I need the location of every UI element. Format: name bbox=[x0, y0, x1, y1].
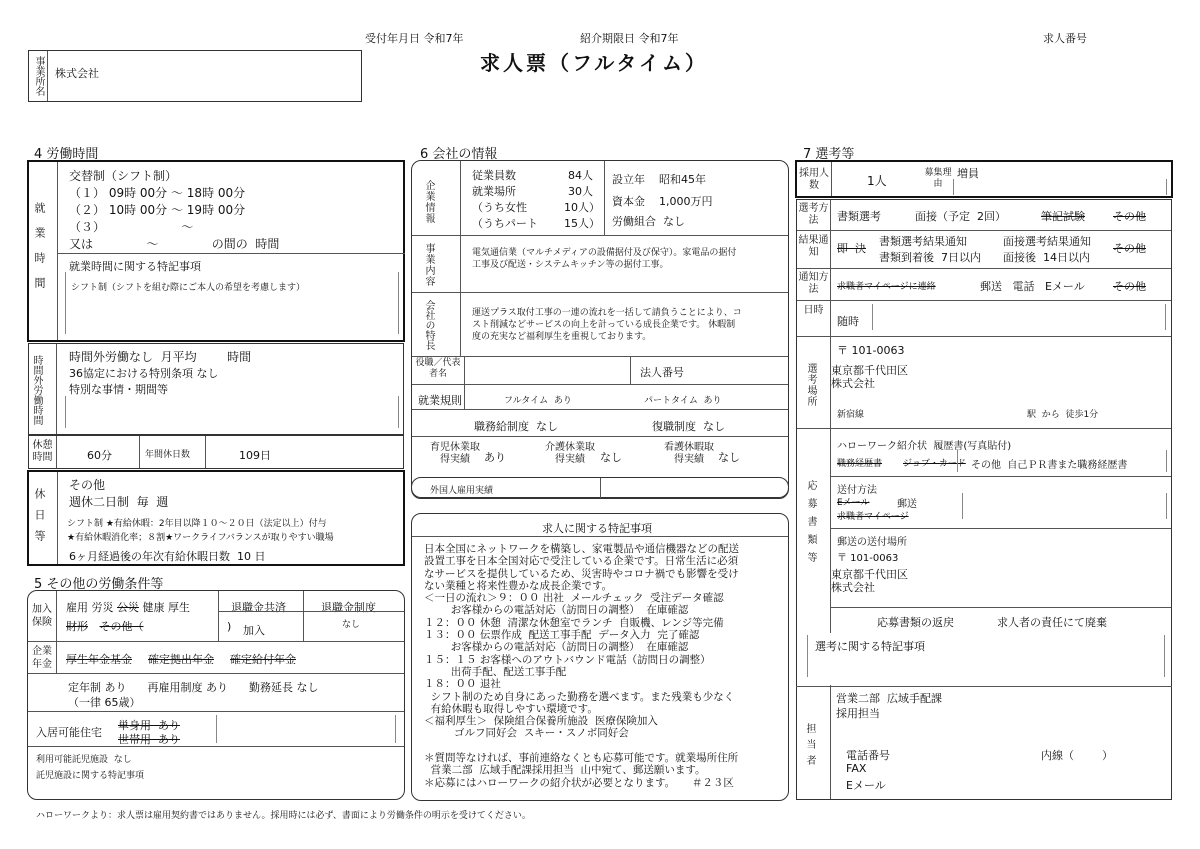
result-other: その他 bbox=[1113, 242, 1146, 255]
break-label: 休憩時間 bbox=[32, 440, 53, 463]
selection-special-box bbox=[797, 633, 1171, 685]
send-email: Eメール bbox=[837, 498, 870, 508]
docs-other: その他 自己ＰＲ書また職務経歴書 bbox=[971, 460, 1128, 471]
pension-fund: 厚生年金基金 bbox=[66, 653, 132, 666]
nursing-leave-label: 介護休業取得実績 bbox=[545, 442, 595, 465]
overtime-box bbox=[28, 343, 404, 435]
result-interview-days: 面接後 14日以内 bbox=[1003, 251, 1090, 264]
female-value: 10人） bbox=[564, 201, 600, 214]
reinstatement-system: 復職制度 なし bbox=[652, 420, 725, 433]
referral-deadline: 紹介期限日 令和7年 bbox=[580, 32, 679, 45]
other-conditions-box bbox=[27, 590, 405, 800]
corporate-number-label: 法人番号 bbox=[640, 366, 684, 379]
place-company: 株式会社 bbox=[831, 377, 875, 390]
office-name-label: 事業所名 bbox=[33, 56, 44, 96]
retirement-system-label: 退職金制度 bbox=[321, 601, 376, 614]
job-special-notes-box bbox=[411, 513, 789, 801]
labor-union: 労働組合 なし bbox=[612, 215, 685, 228]
business-content: 電気通信業（マルチメディアの設備据付及び保守）。家電品の据付 工事及び配送・システムキッチン等の据付工事。 bbox=[472, 248, 737, 270]
mail-address: 東京都千代田区 bbox=[831, 568, 908, 581]
selection-place-label: 選考場所 bbox=[805, 363, 816, 407]
annual-holidays-value: 109日 bbox=[239, 449, 271, 462]
application-docs-label: 応募書類等 bbox=[805, 480, 816, 570]
representative-label: 役職／代表者名 bbox=[415, 358, 461, 379]
footer-note: ハローワークより：求人票は雇用契約書ではありません。採用時には必ず、書面により労働条件の明示を受けてください。 bbox=[36, 811, 531, 821]
docs-jobcard: ジョブ・カード bbox=[903, 459, 966, 469]
send-method-title: 送付方法 bbox=[837, 485, 877, 496]
job-pay-system: 職務給制度 なし bbox=[474, 420, 558, 433]
recruit-reason-value: 増員 bbox=[957, 167, 979, 180]
contact-extension: 内線（ ） bbox=[1041, 749, 1113, 762]
hours-special-text: シフト制（シフトを組む際にご本人の希望を考慮します） bbox=[71, 283, 306, 293]
housing-family: 世帯用 あり bbox=[118, 733, 180, 746]
shift-title: 交替制（シフト制） bbox=[69, 169, 178, 183]
zaikei-insurance: 財形 bbox=[66, 620, 88, 633]
overtime-label: 時間外労働時間 bbox=[31, 355, 42, 425]
company-features: 運送プラス取付工事の一連の流れを一括して請負うことにより、コ スト削減などサービスの向上を計っている成長企業です。 休暇制 度の充実など福利厚生を重視しております。 bbox=[472, 308, 742, 342]
public-accident-insurance: 公災 bbox=[117, 601, 139, 614]
job-special-title: 求人に関する特記事項 bbox=[542, 522, 652, 535]
section-5-title: 5 その他の労働条件等 bbox=[34, 577, 164, 592]
employees-value: 84人 bbox=[568, 169, 593, 182]
overtime-3: 特別な事情・期間等 bbox=[69, 383, 168, 396]
employees-label: 従業員数 bbox=[472, 169, 516, 182]
result-interview-notify: 面接選考結果通知 bbox=[1003, 235, 1091, 248]
mail-postal: 〒 101-0063 bbox=[837, 553, 899, 564]
method-documents: 書類選考 bbox=[837, 210, 881, 223]
features-label: 会社の特長 bbox=[423, 300, 434, 350]
working-hours-label: 就業時間 bbox=[33, 202, 46, 302]
working-hours-box bbox=[27, 160, 405, 342]
contact-role: 採用担当 bbox=[836, 707, 880, 720]
contact-phone-label: 電話番号 bbox=[846, 749, 890, 762]
other-insurance: その他（ bbox=[99, 620, 144, 633]
holidays-box bbox=[27, 470, 405, 566]
place-postal: 〒 101-0063 bbox=[837, 344, 905, 357]
workplace-value: 30人 bbox=[568, 185, 593, 198]
holiday-weekly: 週休二日制 毎 週 bbox=[69, 495, 169, 509]
part-label: （うちパート bbox=[472, 217, 538, 230]
selection-method-label: 選考方法 bbox=[798, 203, 829, 226]
contact-box bbox=[796, 687, 1172, 799]
holiday-note-2: ★有給休暇消化率；８割★ワークライフバランスが取りやすい職場 bbox=[67, 533, 334, 543]
retirement-system-value: なし bbox=[342, 620, 361, 630]
notify-method-label: 通知方法 bbox=[798, 272, 829, 295]
housing-single: 単身用 あり bbox=[118, 719, 180, 732]
enterprise-info-label: 企業情報 bbox=[423, 180, 434, 224]
selection-special-title: 選考に関する特記事項 bbox=[815, 640, 925, 653]
date-label: 日時 bbox=[803, 305, 824, 316]
method-other: その他 bbox=[1113, 210, 1146, 223]
annual-holidays-label: 年間休日数 bbox=[145, 450, 191, 460]
result-notify-label: 結果通知 bbox=[798, 235, 829, 258]
care-leave-label: 看護休暇取得実績 bbox=[664, 442, 714, 465]
notify-methods: 郵送 電話 Eメール bbox=[980, 280, 1085, 293]
overtime-1: 時間外労働なし 月平均 時間 bbox=[69, 350, 252, 364]
pension-label: 企業年金 bbox=[32, 646, 52, 670]
date-value: 随時 bbox=[837, 315, 859, 328]
shift-2: （２） 10時 00分 〜 19時 00分 bbox=[69, 203, 246, 217]
send-mail: 郵送 bbox=[897, 499, 917, 510]
place-line: 新宿線 bbox=[837, 410, 865, 420]
company-info-box bbox=[411, 160, 789, 498]
insurance-other: 財形 その他（ ) bbox=[66, 620, 232, 633]
notify-other: その他 bbox=[1113, 280, 1146, 293]
childcare-leave-value: あり bbox=[484, 451, 506, 464]
paid-leave-days: 6ヶ月経過後の年次有給休暇日数 10 日 bbox=[69, 550, 266, 563]
work-rules-label: 就業規則 bbox=[418, 394, 462, 407]
hire-count-box bbox=[795, 160, 1173, 198]
defined-benefit: 確定給付年金 bbox=[230, 653, 296, 666]
method-interview: 面接（予定 2回） bbox=[915, 210, 1006, 223]
work-rules-fulltime: フルタイム あり bbox=[504, 396, 572, 406]
contact-email-label: Eメール bbox=[846, 779, 886, 792]
break-value: 60分 bbox=[87, 449, 112, 462]
office-name: 株式会社 bbox=[55, 67, 99, 80]
contact-dept: 営業二部 広域手配課 bbox=[836, 692, 942, 705]
shift-3: （３） 〜 bbox=[69, 220, 194, 234]
place-address: 東京都千代田区 bbox=[831, 364, 908, 377]
childcare-facility: 利用可能託児施設 なし bbox=[36, 755, 132, 765]
hire-count-value: 1人 bbox=[867, 174, 887, 188]
retirement-mutual-value: 加入 bbox=[243, 624, 265, 637]
result-immediate: 即 決 bbox=[837, 242, 866, 255]
overtime-2: 36協定における特別条項 なし bbox=[69, 367, 219, 380]
capital: 資本金 1,000万円 bbox=[612, 195, 713, 208]
result-doc-notify: 書類選考結果通知 bbox=[879, 235, 967, 248]
section-7-title: 7 選考等 bbox=[803, 147, 855, 162]
housing-label: 入居可能住宅 bbox=[36, 726, 102, 739]
job-number-label: 求人番号 bbox=[1043, 32, 1087, 45]
care-leave-value: なし bbox=[718, 451, 740, 464]
insurance-list: 雇用 労災 公災 健康 厚生 bbox=[66, 601, 190, 614]
docs-career: 職務経歴書 bbox=[837, 459, 883, 469]
retirement-age: 定年制 あり 再雇用制度 あり 勤務延長 なし bbox=[68, 681, 319, 694]
place-station: 駅 から 徒歩1分 bbox=[1027, 410, 1099, 420]
contact-fax-label: FAX bbox=[846, 762, 867, 775]
docs-return-label: 応募書類の返戻 bbox=[877, 616, 954, 629]
or-hours: 又は 〜 の間の 時間 bbox=[69, 237, 280, 251]
result-doc-days: 書類到着後 7日以内 bbox=[879, 251, 981, 264]
business-label: 事業内容 bbox=[423, 243, 434, 287]
work-rules-parttime: パートタイム あり bbox=[644, 396, 722, 406]
docs-required: ハローワーク紹介状 履歴書(写真貼付) bbox=[837, 441, 1012, 452]
defined-contribution: 確定拠出年金 bbox=[148, 653, 214, 666]
mail-company: 株式会社 bbox=[831, 581, 875, 594]
female-label: （うち女性 bbox=[472, 201, 527, 214]
foreign-employment-box bbox=[411, 477, 789, 499]
received-date: 受付年月日 令和7年 bbox=[365, 32, 464, 45]
hours-special-title: 就業時間に関する特記事項 bbox=[69, 260, 201, 273]
contact-label: 担当者 bbox=[804, 723, 815, 771]
established: 設立年 昭和45年 bbox=[612, 173, 706, 186]
job-special-text: 日本全国にネットワークを構築し、家電製品や通信機器などの配送 設置工事を日本全国対応で受注している企業です。日常生活に必須 なサービスを提供しているため、災害時やコロナ禍でも影響を受け ない業種と将来性豊かな成長企業です。 ＜一日の流れ＞９：００ 出社 メールチェック 受注データ確認 お客様からの電話対応（訪問日の調整） 在庫確認 １２：００ 休憩 清潔な休憩室でランチ 自販機、レンジ等完備 １３：００ 伝票作成 配送工事手配 データ入力 完了確認 お客様からの電話対応（訪問日の調整） 在庫確認 １５：１５ お客様へのアウトバウンド電話（訪問日の調整） 出荷手配、配送工事手配 １８：００ 退社 シフト制のため自身にあった勤務を選べます。また残業も少なく 有給休暇も取得しやすい環境です。 ＜福利厚生＞ 保険組合保養所施設 医療保険加入 ゴルフ同好会 スキー・スノボ同好会 ＊質問等なければ、事前連絡なくとも応募可能です。就業場所住所 営業二部 広域手配課採用担当 山中宛て、郵送願います。 ＊応募にはハローワークの紹介状が必要となります。 ＃２３区 bbox=[424, 543, 739, 789]
office-name-box bbox=[28, 50, 362, 102]
section-6-title: 6 会社の情報 bbox=[420, 147, 498, 162]
childcare-leave-label: 育児休業取得実績 bbox=[430, 442, 480, 465]
workplace-label: 就業場所 bbox=[472, 185, 516, 198]
foreign-employment-label: 外国人雇用実績 bbox=[430, 486, 494, 496]
nursing-leave-value: なし bbox=[600, 451, 622, 464]
method-written-test: 筆記試験 bbox=[1041, 210, 1085, 223]
childcare-special-title: 託児施設に関する特記事項 bbox=[36, 771, 145, 781]
hire-count-label: 採用人数 bbox=[799, 168, 829, 191]
retirement-mutual-label: 退職金共済 bbox=[231, 601, 286, 614]
docs-return-value: 求人者の責任にて廃棄 bbox=[997, 616, 1107, 629]
recruit-reason-label: 募集理由 bbox=[924, 168, 952, 189]
holidays-label: 休日等 bbox=[33, 487, 46, 551]
part-value: 15人） bbox=[564, 217, 600, 230]
retirement-age-uniform: （一律 65歳） bbox=[68, 696, 141, 709]
holiday-note-1: シフト制 ★有給休暇：2年目以降１０〜２０日（法定以上）付与 bbox=[67, 519, 327, 529]
notify-mypage: 求職者マイページに連絡 bbox=[837, 282, 936, 292]
insurance-label: 加入保険 bbox=[32, 604, 52, 628]
section-4-title: 4 労働時間 bbox=[34, 147, 99, 162]
mail-address-title: 郵送の送付場所 bbox=[837, 537, 907, 548]
shift-1: （１） 09時 00分 〜 18時 00分 bbox=[69, 186, 246, 200]
holiday-type: その他 bbox=[69, 478, 106, 492]
page-title: 求人票（フルタイム） bbox=[480, 51, 708, 75]
break-box bbox=[28, 435, 404, 469]
send-mypage: 求職者マイページ bbox=[837, 512, 909, 522]
